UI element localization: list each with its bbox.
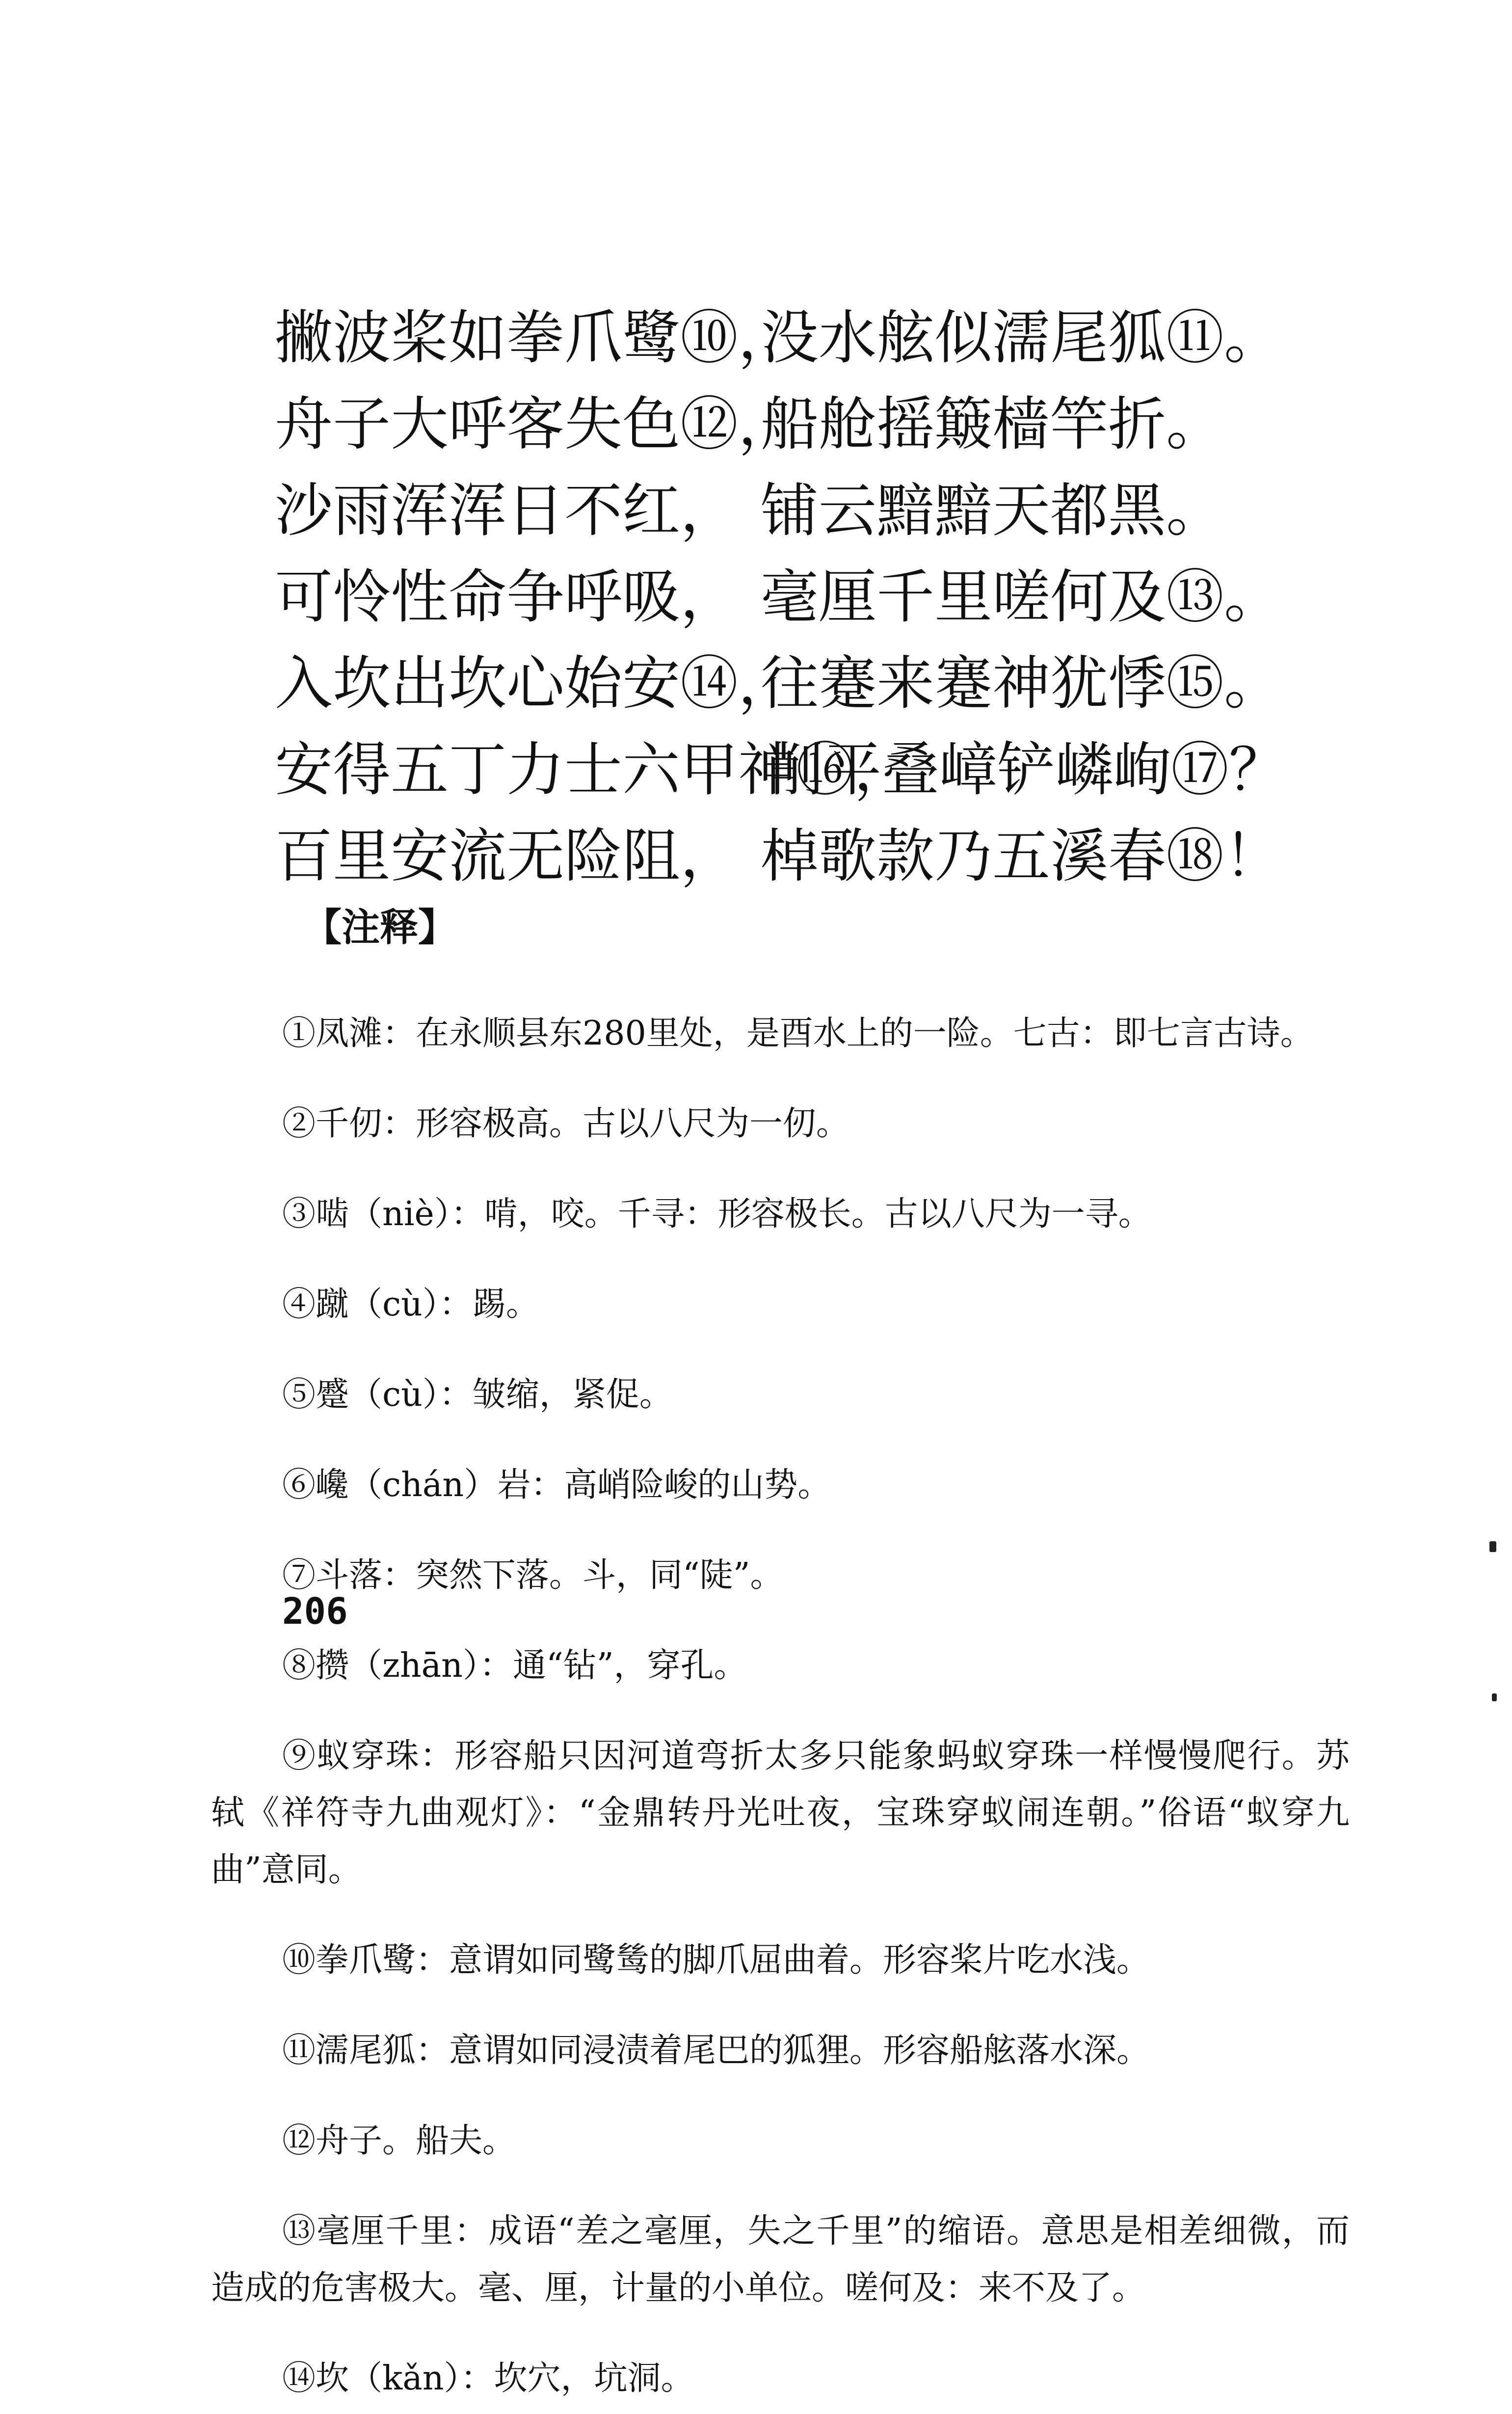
poem-line-second-half: 没水舷似濡尾狐⑪。 [761, 304, 1282, 372]
note-item: ①凤滩：在永顺县东280里处，是酉水上的一险。七古：即七言古诗。 [282, 1014, 1314, 1053]
poem-line-first-half: 百里安流无险阻， [275, 822, 739, 890]
note-item: ③啮（niè）：啃，咬。千寻：形容极长。古以八尺为一寻。 [282, 1195, 1152, 1234]
poem-line [275, 640, 1404, 726]
poem-line [275, 381, 1404, 467]
note-item: ⑥巉（chán）岩：高峭险峻的山势。 [282, 1466, 831, 1504]
notes-heading: 【注释】 [303, 906, 457, 950]
poem-line-first-half: 入坎出坎心始安⑭， [275, 649, 796, 717]
note-item: ⑨蚁穿珠：形容船只因河道弯折太多只能象蚂蚁穿珠一样慢慢爬行。苏轼《祥符寺九曲观灯》：“金鼎转丹光吐夜，宝珠穿蚁闹连朝。”俗语“蚁穿九曲”意同。 [211, 1737, 1350, 1889]
poem-line-first-half: 舟子大呼客失色⑫， [275, 390, 796, 458]
poem-line [275, 813, 1404, 899]
poem-line-second-half: 铺云黯黯天都黑。 [761, 477, 1224, 544]
poem-line-second-half: 船舱摇簸樯竿折。 [761, 390, 1224, 458]
note-item: ⑤蹙（cù）：皱缩，紧促。 [282, 1375, 673, 1414]
poem-line-first-half: 可怜性命争呼吸， [275, 563, 739, 631]
poem-line [275, 467, 1404, 554]
note-item: ⑦斗落：突然下落。斗，同“陡”。 [282, 1556, 784, 1595]
note-item: ⑬毫厘千里：成语“差之毫厘，失之千里”的缩语。意思是相差细微，而造成的危害极大。毫、厘，计量的小单位。嗟何及：来不及了。 [211, 2212, 1350, 2307]
page-number: 206 [282, 1590, 348, 1633]
poem-line-second-half: 往蹇来蹇神犹悸⑮。 [761, 649, 1282, 717]
poem-line [275, 554, 1404, 640]
margin-speck-icon [1492, 1693, 1497, 1701]
note-item: ⑩拳爪鹭：意谓如同鹭鸶的脚爪屈曲着。形容桨片吃水浅。 [282, 1941, 1150, 1980]
poem-line-second-half: 削平叠嶂铲嶙峋⑰？ [766, 736, 1287, 804]
margin-speck-icon [1489, 1541, 1496, 1552]
note-item: ②千仞：形容极高。古以八尺为一仞。 [282, 1104, 850, 1143]
note-item: ④蹴（cù）：踢。 [282, 1285, 539, 1324]
poem-line-first-half: 沙雨浑浑日不红， [275, 477, 739, 544]
poem-line-second-half: 棹歌款乃五溪春⑱！ [761, 822, 1282, 890]
poem [275, 295, 1404, 899]
poem-line-first-half: 撇波桨如拳爪鹭⑩， [275, 304, 796, 372]
poem-line-first-half: 安得五丁力士六甲神⑯， [275, 736, 912, 804]
notes-list [211, 972, 1350, 2414]
poem-line [275, 726, 1404, 813]
note-item: ⑧攒（zhān）：通“钻”，穿孔。 [282, 1646, 747, 1685]
note-item: ⑪濡尾狐：意谓如同浸渍着尾巴的狐狸。形容船舷落水深。 [282, 2031, 1150, 2070]
poem-line-second-half: 毫厘千里嗟何及⑬。 [761, 563, 1282, 631]
note-item: ⑫舟子。船夫。 [282, 2121, 516, 2160]
note-item: ⑭坎（kǎn）：坎穴，坑洞。 [282, 2359, 694, 2398]
poem-line [275, 295, 1404, 381]
